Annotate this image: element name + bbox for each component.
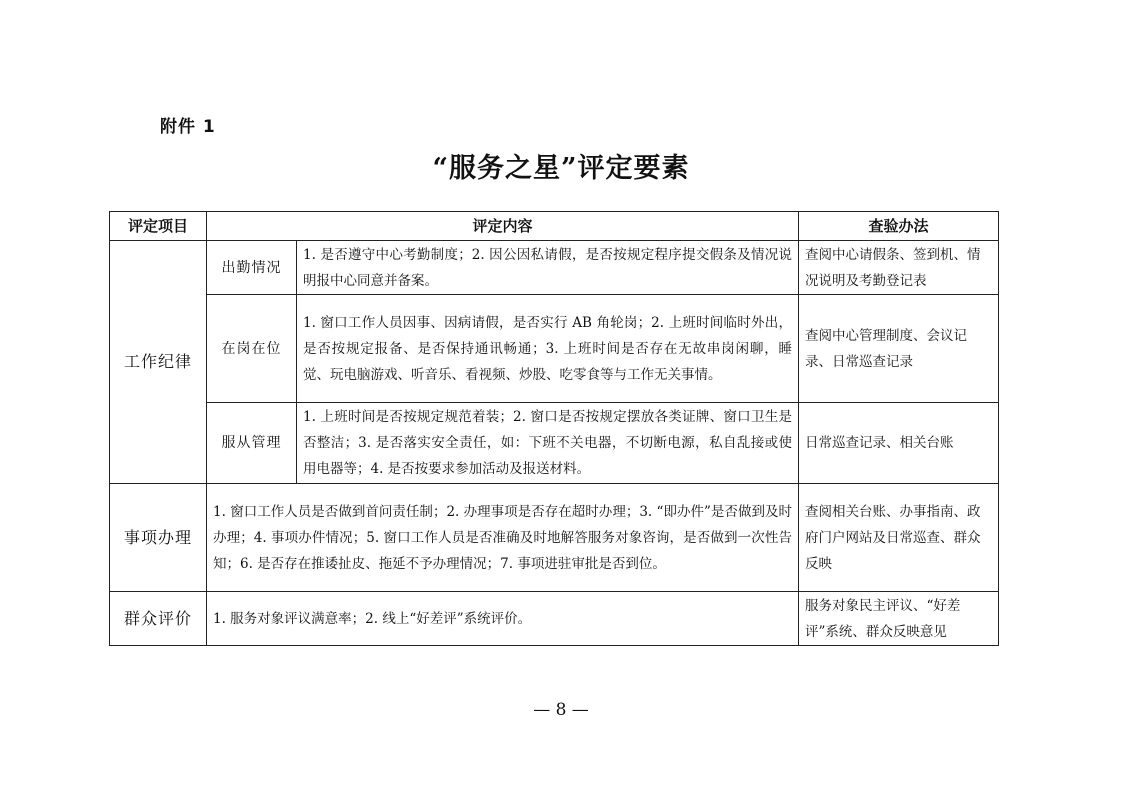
category-cell: 群众评价 — [110, 592, 207, 646]
content-cell: 1. 窗口工作人员是否做到首问责任制；2. 办理事项是否存在超时办理；3. “即办件”是否做到及时办理；4. 事项办件情况；5. 窗口工作人员是否准确及时地解答服务对象咨询，是否做到一次性告知；6. 是否存在推诿扯皮、拖延不予办理情况；7. 事项进驻审批是否到位。 — [207, 484, 799, 592]
subcategory-cell: 服从管理 — [207, 403, 297, 484]
check-method-cell: 查阅中心管理制度、会议记录、日常巡查记录 — [799, 295, 999, 403]
table-row — [110, 241, 999, 295]
page-title: “服务之星”评定要素 — [432, 153, 690, 184]
content-cell: 1. 窗口工作人员因事、因病请假，是否实行 AB 角轮岗；2. 上班时间临时外出，是否按规定报备、是否保持通讯畅通；3. 上班时间是否存在无故串岗闲聊，睡觉、玩电脑游戏、听音乐、看视频、炒股、吃零食等与工作无关事情。 — [297, 295, 799, 403]
table-header-row — [110, 212, 999, 241]
subcategory-cell: 在岗在位 — [207, 295, 297, 403]
attachment-label: 附件 1 — [160, 117, 216, 137]
evaluation-table — [109, 211, 999, 646]
check-method-cell: 服务对象民主评议、“好差评”系统、群众反映意见 — [799, 592, 999, 646]
header-item: 评定项目 — [110, 212, 207, 241]
check-method-cell: 查阅中心请假条、签到机、情况说明及考勤登记表 — [799, 241, 999, 295]
category-cell: 事项办理 — [110, 484, 207, 592]
check-method-cell: 查阅相关台账、办事指南、政府门户网站及日常巡查、群众反映 — [799, 484, 999, 592]
table-row — [110, 295, 999, 403]
content-cell: 1. 服务对象评议满意率；2. 线上“好差评”系统评价。 — [207, 592, 799, 646]
table-row — [110, 592, 999, 646]
header-content: 评定内容 — [207, 212, 799, 241]
table-row — [110, 484, 999, 592]
header-check-method: 查验办法 — [799, 212, 999, 241]
category-cell: 工作纪律 — [110, 241, 207, 484]
page-number: — 8 — — [533, 700, 589, 720]
table-row — [110, 403, 999, 484]
content-cell: 1. 上班时间是否按规定规范着装；2. 窗口是否按规定摆放各类证牌、窗口卫生是否整洁；3. 是否落实安全责任，如：下班不关电器，不切断电源，私自乱接或使用电器等；4. 是否按要求参加活动及报送材料。 — [297, 403, 799, 484]
content-cell: 1. 是否遵守中心考勤制度；2. 因公因私请假，是否按规定程序提交假条及情况说明报中心同意并备案。 — [297, 241, 799, 295]
subcategory-cell: 出勤情况 — [207, 241, 297, 295]
check-method-cell: 日常巡查记录、相关台账 — [799, 403, 999, 484]
